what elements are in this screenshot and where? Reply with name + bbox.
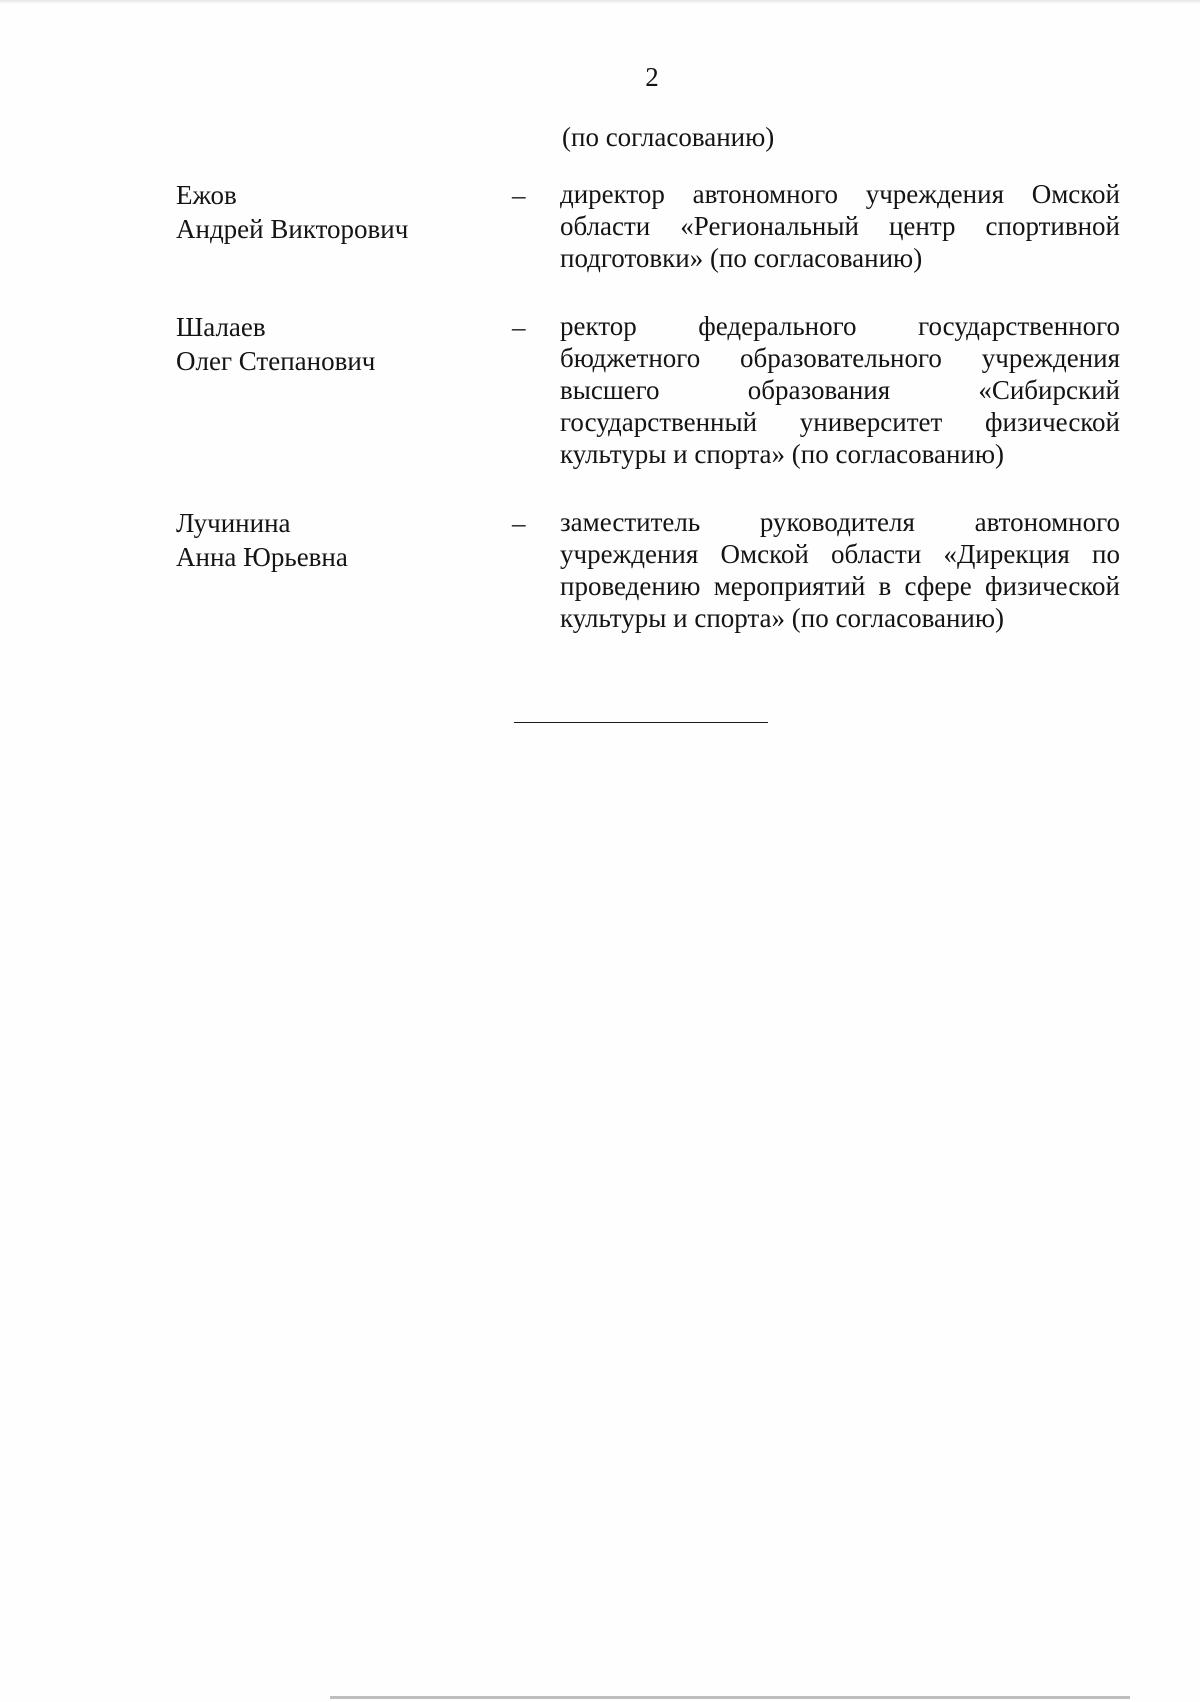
closing-divider xyxy=(514,722,768,723)
page-number: 2 xyxy=(645,62,659,92)
member-role: ректор федерального государственного бюджетного образовательного учреждения высшего образования «Сибирский государственный университет физической культуры и спорта» (по согласованию) xyxy=(560,311,1120,469)
scan-edge-top xyxy=(0,0,1200,4)
member-role: директор автономного учреждения Омской области «Региональный центр спортивной подготовки» (по согласованию) xyxy=(560,179,1120,273)
member-name xyxy=(176,178,476,246)
member-given-names: Андрей Викторович xyxy=(176,214,409,244)
member-surname: Ежов xyxy=(176,180,237,210)
member-dash: – xyxy=(512,180,526,210)
member-name xyxy=(176,310,476,378)
member-given-names: Анна Юрьевна xyxy=(176,542,348,572)
member-role: заместитель руководителя автономного учреждения Омской области «Дирекция по проведению мероприятий в сфере физической культуры и спорта» (по согласованию) xyxy=(560,507,1120,633)
member-dash: – xyxy=(512,508,526,538)
member-surname: Шалаев xyxy=(176,312,266,342)
member-name xyxy=(176,506,476,574)
member-dash: – xyxy=(512,312,526,342)
member-given-names: Олег Степанович xyxy=(176,346,376,376)
member-surname: Лучинина xyxy=(176,508,291,538)
scan-edge-bottom xyxy=(330,1696,1130,1699)
continuation-text: (по согласованию) xyxy=(562,122,775,152)
